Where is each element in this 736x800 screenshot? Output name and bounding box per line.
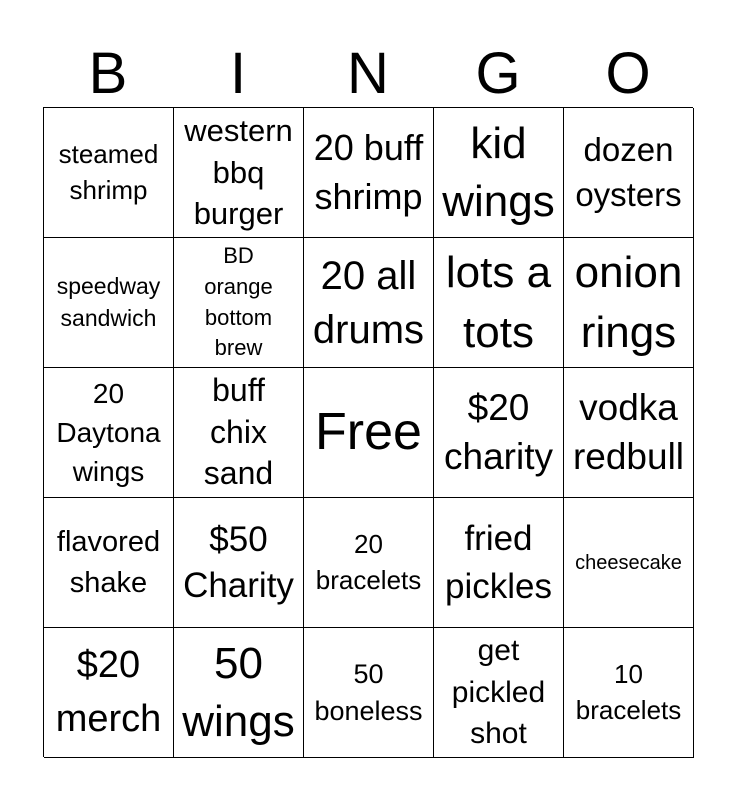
bingo-cell-text: vodka redbull xyxy=(572,387,685,477)
bingo-header xyxy=(43,42,693,106)
bingo-cell[interactable] xyxy=(434,368,564,498)
bingo-cell-text: get pickled shot xyxy=(451,634,546,751)
bingo-cell-text: 50 wings xyxy=(182,639,295,746)
bingo-cell[interactable] xyxy=(304,108,434,238)
bingo-cell[interactable] xyxy=(434,238,564,368)
bingo-cell-text: onion rings xyxy=(574,248,683,357)
bingo-cell[interactable] xyxy=(174,628,304,758)
header-letter-b: B xyxy=(88,41,128,106)
bingo-board xyxy=(43,107,693,757)
bingo-cell[interactable] xyxy=(44,498,174,628)
bingo-cell[interactable] xyxy=(44,108,174,238)
bingo-cell[interactable] xyxy=(564,238,694,368)
bingo-cell[interactable] xyxy=(174,238,304,368)
bingo-cell[interactable] xyxy=(44,238,174,368)
bingo-cell-text: kid wings xyxy=(442,119,555,226)
bingo-cell-text: 10 bracelets xyxy=(575,659,682,725)
bingo-cell-text: cheesecake xyxy=(575,551,682,574)
bingo-cell-text: buff chix sand xyxy=(203,372,274,492)
bingo-cell[interactable] xyxy=(564,368,694,498)
bingo-cell-text: flavored shake xyxy=(56,526,161,599)
bingo-cell[interactable] xyxy=(174,498,304,628)
header-letter-i: I xyxy=(229,41,247,106)
bingo-cell-text: $20 charity xyxy=(444,387,553,477)
bingo-cell-text: 50 boneless xyxy=(314,659,423,726)
bingo-cell-text: dozen oysters xyxy=(575,130,682,213)
bingo-cell[interactable] xyxy=(434,628,564,758)
bingo-cell[interactable] xyxy=(304,238,434,368)
bingo-cell-text: 20 buff shrimp xyxy=(313,126,424,217)
bingo-cell[interactable] xyxy=(434,498,564,628)
bingo-cell[interactable] xyxy=(44,368,174,498)
bingo-cell-text: Free xyxy=(315,403,422,462)
header-letter-n: N xyxy=(347,41,389,106)
bingo-cell-text: $50 Charity xyxy=(183,520,294,605)
bingo-cell-text: western bbq burger xyxy=(184,112,293,232)
bingo-cell[interactable] xyxy=(564,498,694,628)
header-letter-g: G xyxy=(475,41,521,106)
bingo-cell[interactable] xyxy=(304,498,434,628)
bingo-cell[interactable] xyxy=(174,368,304,498)
bingo-cell-text: steamed shrimp xyxy=(58,139,159,205)
bingo-cell-text: $20 merch xyxy=(55,644,162,740)
bingo-cell[interactable] xyxy=(564,628,694,758)
bingo-cell[interactable] xyxy=(304,628,434,758)
bingo-cell-text: 20 all drums xyxy=(312,253,425,352)
bingo-cell-text: lots a tots xyxy=(445,248,552,357)
bingo-cell-text: 20 Daytona wings xyxy=(56,377,161,488)
bingo-cell-text: speedway sandwich xyxy=(56,273,161,331)
bingo-cell-text: BD orange bottom brew xyxy=(204,242,273,361)
bingo-cell-text: fried pickles xyxy=(445,519,552,606)
bingo-cell[interactable] xyxy=(174,108,304,238)
bingo-cell-free[interactable] xyxy=(304,368,434,498)
bingo-cell-text: 20 bracelets xyxy=(315,529,422,595)
header-letter-o: O xyxy=(605,41,651,106)
bingo-cell[interactable] xyxy=(434,108,564,238)
bingo-cell[interactable] xyxy=(564,108,694,238)
bingo-cell[interactable] xyxy=(44,628,174,758)
